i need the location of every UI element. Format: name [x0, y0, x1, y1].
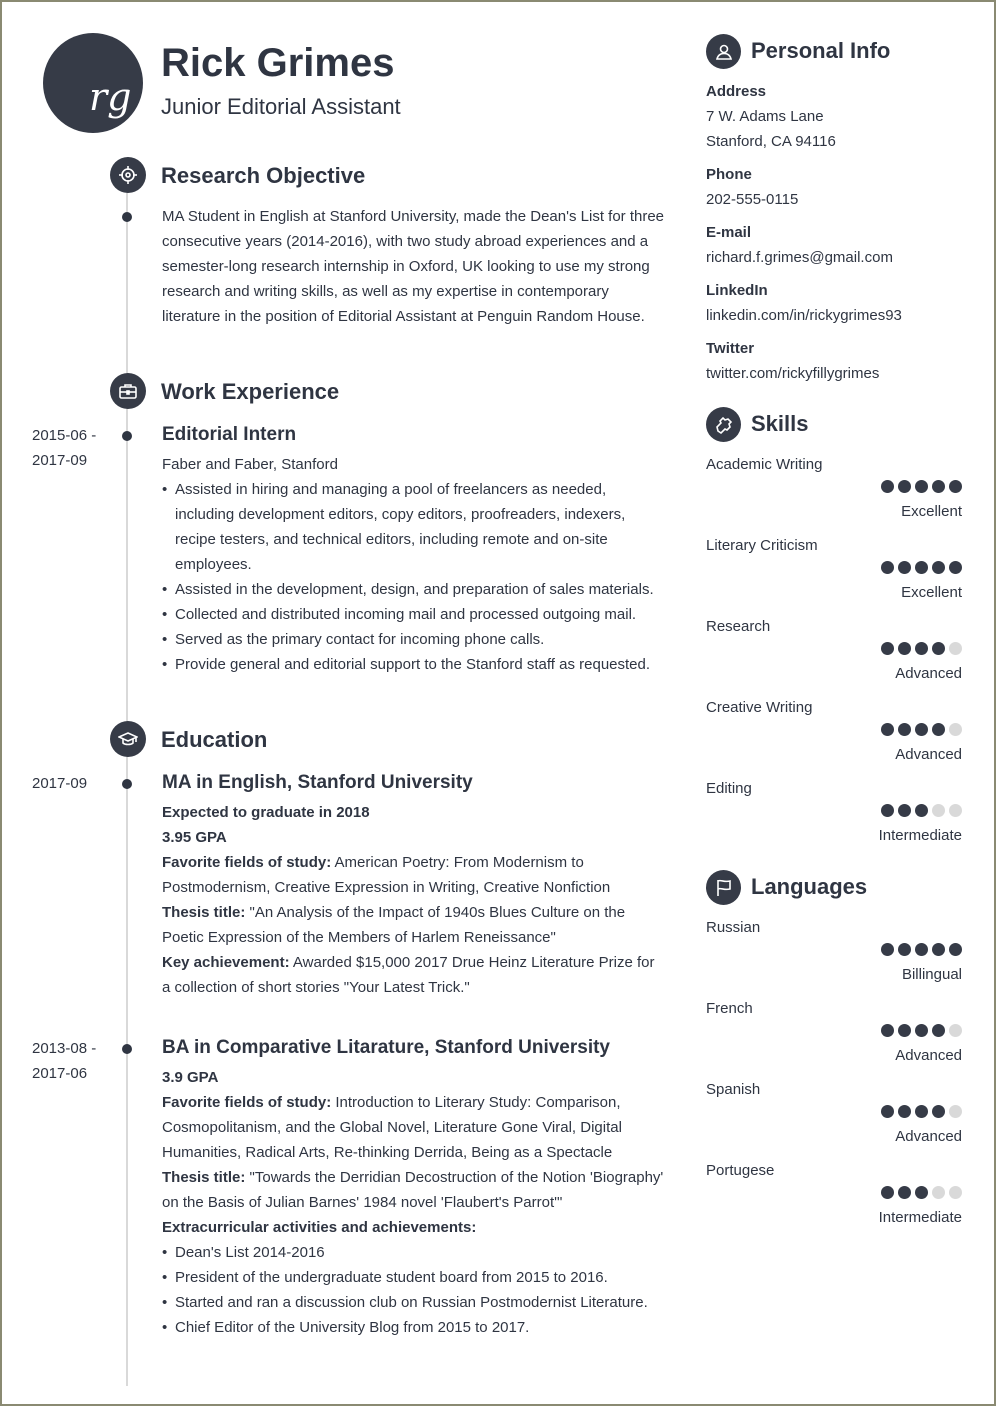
language-item — [706, 1077, 962, 1158]
target-icon — [110, 157, 146, 193]
skill-item — [706, 614, 962, 695]
work-date — [32, 423, 112, 473]
education-date — [32, 1036, 112, 1086]
language-rating — [881, 1105, 962, 1118]
thesis-label: Thesis title: — [162, 904, 246, 921]
skill-rating — [881, 723, 962, 736]
rating-dot-filled — [915, 561, 928, 574]
rating-dot-empty — [932, 804, 945, 817]
address-label: Address — [706, 83, 767, 100]
rating-dot-empty — [949, 1024, 962, 1037]
section-title-languages: Languages — [751, 874, 868, 899]
language-level: Billingual — [901, 966, 962, 983]
rating-dot-filled — [932, 1024, 945, 1037]
language-item — [706, 1158, 962, 1239]
thesis-value: "Towards the Derridian Decostruction of the Notion 'Biography' on the Basis of Julian Barnes' 1984 novel 'Flaubert's Parrot'" — [162, 1169, 664, 1211]
section-title-objective: Research Objective — [161, 163, 366, 188]
education-date-end: 2017-06 — [32, 1065, 88, 1082]
language-rating — [881, 943, 962, 956]
skill-item — [706, 695, 962, 776]
list-item: • Dean's List 2014-2016 — [162, 1240, 667, 1265]
language-name: Russian — [706, 919, 761, 936]
gpa: 3.9 GPA — [162, 1069, 219, 1086]
fields-label: Favorite fields of study: — [162, 854, 332, 871]
candidate-name: Rick Grimes — [161, 41, 395, 85]
skill-rating — [881, 804, 962, 817]
rating-dot-filled — [932, 723, 945, 736]
skill-name: Research — [706, 618, 771, 635]
twitter-label: Twitter — [706, 340, 755, 357]
rating-dot-filled — [915, 804, 928, 817]
timeline-dot — [122, 431, 132, 441]
rating-dot-filled — [932, 943, 945, 956]
achievement-label: Key achievement: — [162, 954, 290, 971]
job-title: Junior Editorial Assistant — [161, 94, 401, 119]
graduation-cap-icon — [110, 721, 146, 757]
twitter-value: twitter.com/rickyfillygrimes — [706, 365, 880, 382]
rating-dot-filled — [915, 480, 928, 493]
skill-level: Excellent — [901, 503, 962, 520]
timeline-dot — [122, 1044, 132, 1054]
list-item: • Started and ran a discussion club on Russian Postmodernist Literature. — [162, 1290, 667, 1315]
timeline-dot — [122, 779, 132, 789]
skill-name: Editing — [706, 780, 752, 797]
work-date-end: 2017-09 — [32, 452, 88, 469]
rating-dot-filled — [949, 480, 962, 493]
user-icon — [706, 34, 741, 69]
linkedin-value: linkedin.com/in/rickygrimes93 — [706, 307, 902, 324]
personal-info — [706, 79, 962, 394]
rating-dot-filled — [881, 804, 894, 817]
rating-dot-filled — [949, 943, 962, 956]
rating-dot-filled — [881, 1024, 894, 1037]
rating-dot-filled — [932, 480, 945, 493]
thesis-label: Thesis title: — [162, 1169, 246, 1186]
list-item: • Assisted in the development, design, and preparation of sales materials. — [162, 577, 667, 602]
linkedin-label: LinkedIn — [706, 282, 768, 299]
rating-dot-empty — [949, 1186, 962, 1199]
skill-item — [706, 776, 962, 857]
education-date — [32, 771, 112, 796]
rating-dot-filled — [881, 642, 894, 655]
rating-dot-filled — [881, 943, 894, 956]
list-item: • President of the undergraduate student board from 2015 to 2016. — [162, 1265, 667, 1290]
avatar-initials: rg — [89, 75, 132, 119]
rating-dot-filled — [898, 1024, 911, 1037]
address-line1: 7 W. Adams Lane — [706, 108, 824, 125]
education-date-start: 2013-08 - — [32, 1040, 97, 1057]
rating-dot-filled — [915, 1105, 928, 1118]
expected-graduation: Expected to graduate in 2018 — [162, 804, 370, 821]
language-rating — [881, 1024, 962, 1037]
section-title-education: Education — [161, 727, 268, 752]
timeline-dot — [122, 212, 132, 222]
education-date-start: 2017-09 — [32, 775, 88, 792]
rating-dot-empty — [949, 804, 962, 817]
list-item: • Served as the primary contact for incoming phone calls. — [162, 627, 667, 652]
email-value: richard.f.grimes@gmail.com — [706, 249, 893, 266]
gpa: 3.95 GPA — [162, 829, 227, 846]
rating-dot-filled — [881, 1186, 894, 1199]
list-item: • Chief Editor of the University Blog from 2015 to 2017. — [162, 1315, 667, 1340]
skill-item — [706, 533, 962, 614]
rating-dot-filled — [898, 1105, 911, 1118]
rating-dot-filled — [898, 561, 911, 574]
rating-dot-filled — [898, 804, 911, 817]
work-company: Faber and Faber, Stanford — [162, 456, 338, 473]
rating-dot-filled — [949, 561, 962, 574]
rating-dot-filled — [881, 1105, 894, 1118]
rating-dot-filled — [915, 723, 928, 736]
skill-level: Advanced — [895, 665, 962, 682]
rating-dot-filled — [898, 943, 911, 956]
rating-dot-filled — [881, 561, 894, 574]
fields-value: American Poetry: From Modernism to Postmodernism, Creative Expression in Writing, Creative Nonfiction — [162, 854, 611, 896]
achievement-value: Awarded $15,000 2017 Drue Heinz Literature Prize for a collection of short stories "Your Latest Trick." — [162, 954, 655, 996]
rating-dot-empty — [932, 1186, 945, 1199]
language-name: Spanish — [706, 1081, 761, 1098]
briefcase-icon — [110, 373, 146, 409]
rating-dot-empty — [949, 642, 962, 655]
phone-value: 202-555-0115 — [706, 191, 799, 208]
extracurricular-bullets — [162, 1240, 667, 1340]
education-entry-title: MA in English, Stanford University — [162, 772, 473, 793]
skill-rating — [881, 480, 962, 493]
rating-dot-empty — [949, 723, 962, 736]
thesis-value: "An Analysis of the Impact of 1940s Blues Culture on the Poetic Expression of the Members of Harlem Reneissance" — [162, 904, 626, 946]
language-level: Advanced — [895, 1047, 962, 1064]
skill-rating — [881, 642, 962, 655]
skill-name: Academic Writing — [706, 456, 823, 473]
fields-value: Introduction to Literary Study: Comparison, Cosmopolitanism, and the Global Novel, Literature Gone Viral, Digital Humanities, Radical Arts, Re-thinking Derrida, Being as a Spectacle — [162, 1094, 622, 1161]
language-item — [706, 996, 962, 1077]
rating-dot-filled — [915, 943, 928, 956]
list-item: • Provide general and editorial support to the Stanford staff as requested. — [162, 652, 667, 677]
skill-level: Advanced — [895, 746, 962, 763]
rating-dot-filled — [898, 480, 911, 493]
list-item: • Collected and distributed incoming mail and processed outgoing mail. — [162, 602, 667, 627]
rating-dot-filled — [932, 1105, 945, 1118]
work-bullets — [162, 477, 667, 677]
skill-level: Excellent — [901, 584, 962, 601]
section-title-work: Work Experience — [161, 379, 340, 404]
rating-dot-filled — [881, 480, 894, 493]
list-item: • Assisted in hiring and managing a pool of freelancers as needed, including development editors, copy editors, proofreaders, indexers, recipe testers, and technical editors, including remote and on-site employees. — [162, 477, 667, 577]
skill-name: Creative Writing — [706, 699, 813, 716]
address-line2: Stanford, CA 94116 — [706, 133, 836, 150]
language-name: Portugese — [706, 1162, 775, 1179]
skill-rating — [881, 561, 962, 574]
language-name: French — [706, 1000, 753, 1017]
rating-dot-empty — [949, 1105, 962, 1118]
skill-name: Literary Criticism — [706, 537, 818, 554]
skill-item — [706, 452, 962, 533]
language-rating — [881, 1186, 962, 1199]
work-entry-details — [162, 452, 667, 677]
work-entry-title: Editorial Intern — [162, 424, 297, 445]
objective-text: MA Student in English at Stanford University, made the Dean's List for three consecutive years (2014-2016), with two study abroad experiences and a semester-long research internship in Oxford, UK looking to use my strong research and writing skills, as well as my expertise in contemporary literature in the position of Editorial Assistant at Penguin Random House. — [162, 208, 665, 325]
language-item — [706, 915, 962, 996]
education-entry-details — [162, 1065, 667, 1340]
rating-dot-filled — [932, 642, 945, 655]
phone-label: Phone — [706, 166, 752, 183]
flag-icon — [706, 870, 741, 905]
rating-dot-filled — [898, 1186, 911, 1199]
rating-dot-filled — [881, 723, 894, 736]
rating-dot-filled — [915, 1024, 928, 1037]
rating-dot-filled — [932, 561, 945, 574]
education-entry-details — [162, 800, 667, 1000]
section-title-personal: Personal Info — [751, 38, 891, 63]
rating-dot-filled — [898, 723, 911, 736]
rating-dot-filled — [915, 642, 928, 655]
language-level: Advanced — [895, 1128, 962, 1145]
rating-dot-filled — [898, 642, 911, 655]
work-date-start: 2015-06 - — [32, 427, 97, 444]
education-entry-title: BA in Comparative Litarature, Stanford University — [162, 1037, 611, 1058]
puzzle-icon — [706, 407, 741, 442]
language-level: Intermediate — [878, 1209, 962, 1226]
avatar — [43, 33, 143, 133]
rating-dot-filled — [915, 1186, 928, 1199]
section-title-skills: Skills — [751, 411, 809, 436]
fields-label: Favorite fields of study: — [162, 1094, 332, 1111]
skill-level: Intermediate — [878, 827, 962, 844]
email-label: E-mail — [706, 224, 752, 241]
extracurricular-label: Extracurricular activities and achievements: — [162, 1219, 477, 1236]
